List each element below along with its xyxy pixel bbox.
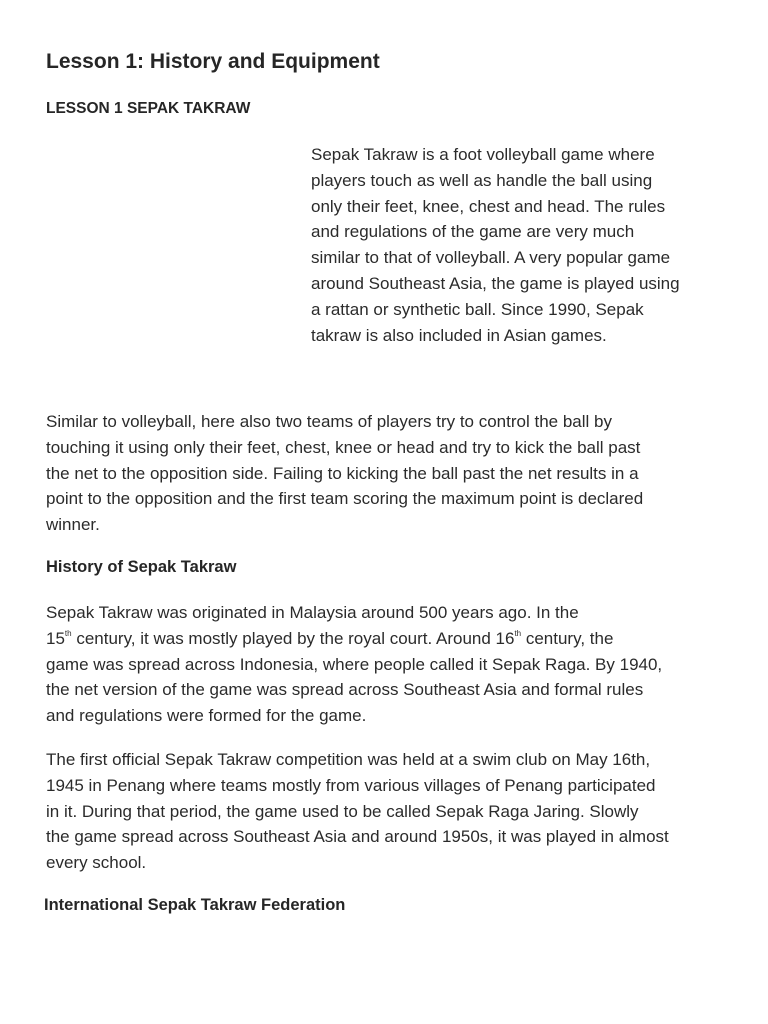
history-paragraph	[46, 600, 736, 729]
competition-paragraph	[46, 747, 736, 876]
section-heading: LESSON 1 SEPAK TAKRAW	[46, 100, 251, 117]
competition-line: the game spread across Southeast Asia and around 1950s, it was played in almost	[46, 827, 669, 847]
intro-line: and regulations of the game are very much	[311, 222, 635, 242]
competition-line: 1945 in Penang where teams mostly from various villages of Penang participated	[46, 775, 656, 795]
intro-line: takraw is also included in Asian games.	[311, 325, 607, 345]
intro-line: Sepak Takraw is a foot volleyball game where	[311, 145, 655, 164]
intro-paragraph	[311, 142, 731, 348]
ordinal-superscript: th	[64, 628, 72, 638]
rules-line: the net to the opposition side. Failing to kicking the ball past the net results in a	[46, 463, 639, 483]
competition-line: in it. During that period, the game used to be called Sepak Raga Jaring. Slowly	[46, 801, 639, 821]
rules-line: Similar to volleyball, here also two teams of players try to control the ball by	[46, 412, 612, 431]
competition-line: The first official Sepak Takraw competition was held at a swim club on May 16th,	[46, 750, 651, 769]
history-text: 15	[46, 628, 65, 648]
competition-line: every school.	[46, 853, 147, 873]
history-line: the net version of the game was spread across Southeast Asia and formal rules	[46, 680, 644, 700]
rules-line: touching it using only their feet, chest, knee or head and try to kick the ball past	[46, 437, 641, 457]
lesson-title: Lesson 1: History and Equipment	[46, 50, 380, 73]
history-line: and regulations were formed for the game.	[46, 706, 367, 726]
history-line	[46, 626, 736, 652]
history-text: century, it was mostly played by the royal court. Around 16	[71, 628, 515, 648]
rules-line: point to the opposition and the first team scoring the maximum point is declared	[46, 489, 644, 509]
intro-line: around Southeast Asia, the game is played using	[311, 273, 680, 293]
ordinal-superscript: th	[514, 628, 522, 638]
federation-heading: International Sepak Takraw Federation	[44, 896, 346, 914]
history-heading: History of Sepak Takraw	[46, 558, 237, 576]
intro-line: only their feet, knee, chest and head. The rules	[311, 196, 666, 216]
rules-line: winner.	[46, 515, 100, 535]
intro-line: a rattan or synthetic ball. Since 1990, Sepak	[311, 299, 644, 319]
history-line: Sepak Takraw was originated in Malaysia around 500 years ago. In the	[46, 603, 579, 622]
intro-line: similar to that of volleyball. A very popular game	[311, 248, 671, 268]
rules-paragraph	[46, 409, 736, 538]
history-text: century, the	[521, 628, 614, 648]
history-line: game was spread across Indonesia, where people called it Sepak Raga. By 1940,	[46, 654, 663, 674]
intro-line: players touch as well as handle the ball using	[311, 170, 653, 190]
